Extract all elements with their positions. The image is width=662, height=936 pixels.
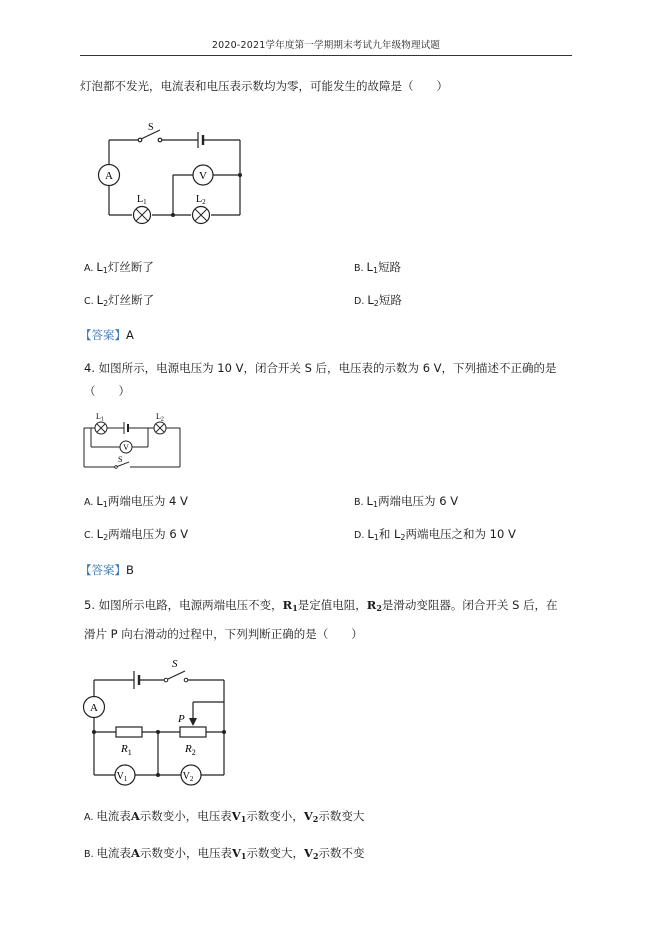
q4-answer: 【答案】B [80,563,134,577]
q3-option-c[interactable]: C. $L_2$灯丝断了 [84,293,155,308]
junction-dot [238,173,242,177]
q4-switch-label: S [118,455,123,464]
page-header: 2020-2021学年度第一学期期末考试九年级物理试题 [211,40,441,51]
q4-option-d[interactable]: D. $L_1$和 $L_2$两端电压之和为 10 V [354,527,516,542]
q5-switch-label: S [172,658,178,670]
q3-answer: 【答案】A [80,328,134,342]
q5-stem-line1: 5. 如图所示电路，电源两端电压不变，$R_1$是定值电阻，$R_2$是滑动变阻器。闭合开关 S 后，在 [84,598,558,613]
q4-stem-line2: （ ） [84,384,130,398]
voltmeter-v2-symbol [181,765,201,785]
q5-ammeter-label: A [90,702,98,714]
q3-stem: 灯泡都不发光，电流表和电压表示数均为零，可能发生的故障是（ ） [80,79,448,93]
switch-label: S [148,122,154,133]
q4-lamp-l2-symbol [154,422,166,434]
q5-ammeter-symbol [84,697,105,718]
q4-option-c[interactable]: C. $L_2$两端电压为 6 V [84,527,189,542]
voltmeter-symbol [193,165,213,185]
q5-circuit-diagram [80,656,240,786]
q4-lamp2-label: L2 [156,412,164,423]
q5-option-a[interactable]: A. 电流表A示数变小，电压表$V_1$示数变小，$V_2$示数变大 [84,809,365,824]
junction-dot [171,213,175,217]
q3-option-d[interactable]: D. $L_2$短路 [354,293,402,308]
q5-stem-line2: 滑片 P 向右滑动的过程中，下列判断正确的是（ ） [84,627,363,641]
q4-voltmeter-symbol [120,441,132,453]
ammeter-symbol [99,165,120,186]
q3-option-a[interactable]: A. $L_1$灯丝断了 [84,260,154,275]
svg-text:V1: $V_1$ [116,771,128,783]
lamp2-label: $L_2$ [196,194,206,206]
q4-circuit-diagram [82,410,186,472]
q3-circuit-diagram [96,118,256,228]
voltmeter-v1-symbol [115,765,135,785]
q4-option-a[interactable]: A. $L_1$两端电压为 4 V [84,494,188,509]
q5-option-b[interactable]: B. 电流表A示数变小，电压表$V_1$示数变大，$V_2$示数不变 [84,846,365,861]
q4-voltmeter-label: V [123,443,129,452]
ammeter-label: A [105,170,113,182]
q4-lamp1-label: L1 [96,412,104,423]
header-divider [80,55,572,56]
q4-stem-line1: 4. 如图所示，电源电压为 10 V，闭合开关 S 后，电压表的示数为 6 V，下列描述不正确的是 [84,361,557,375]
slider-label: P [178,713,185,725]
voltmeter-label: V [199,170,207,182]
lamp-l1-symbol [134,207,151,224]
resistor-r1 [116,727,142,737]
q4-option-b[interactable]: B. $L_1$两端电压为 6 V [354,494,459,509]
r1-label: $R_1$ [121,743,132,757]
lamp-l2-symbol [193,207,210,224]
svg-text:V2: $V_2$ [182,771,194,783]
q4-lamp-l1-symbol [95,422,107,434]
q3-option-b[interactable]: B. $L_1$短路 [354,260,402,275]
r2-label: $R_2$ [185,743,196,757]
lamp1-label: $L_1$ [137,194,147,206]
resistor-r2 [180,727,206,737]
